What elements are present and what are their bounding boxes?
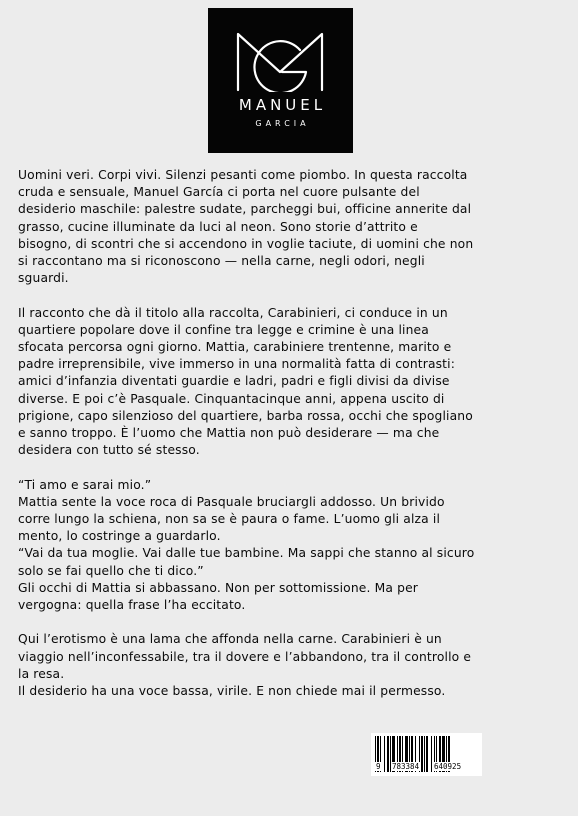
blurb-paragraph-1: Uomini veri. Corpi vivi. Silenzi pesanti come piombo. In questa raccolta cruda e sensuale, Manuel García ci porta nel cuore pulsante del desiderio maschile: palestre sudate, parcheggi bui, officine annerite dal grasso, cucine illuminate da luci al neon. Sono storie d’attrito e bisogno, di scontri che si accendono in voglie taciute, di uomini che non si raccontano ma si riconoscono — nella carne, negli odori, negli sguardi.: [18, 168, 474, 286]
blurb-paragraph-3: “Ti amo e sarai mio.” Mattia sente la voce roca di Pasquale bruciargli addosso. Un brivido corre lungo la schiena, non sa se è paura o fame. L’uomo gli alza il mento, lo costringe a guardarlo. “Vai da tua moglie. Vai dalle tue bambine. Ma sappi che stanno al sicuro solo se fai quello che ti dico.” Gli occhi di Mattia si abbassano. Non per sottomissione. Ma per vergogna: quella frase l’ha eccitato.: [18, 477, 475, 613]
logo-author-name: MANUEL: [238, 96, 327, 114]
blurb: [18, 167, 563, 717]
barcode-digit-group-1: 783384: [392, 762, 420, 771]
mg-monogram-icon: [236, 32, 325, 92]
barcode-digits: [371, 762, 482, 774]
blurb-paragraph-2: Il racconto che dà il titolo alla raccolta, Carabinieri, ci conduce in un quartiere popolare dove il confine tra legge e crimine è una linea sfocata percorsa ogni giorno. Mattia, carabiniere trentenne, marito e padre irreprensibile, vive immerso in una normalità fatta di contrasti: amici d’infanzia diventati guardie e ladri, padri e figli divisi da divise diverse. E poi c’è Pasquale. Cinquantacinque anni, appena uscito di prigione, capo silenzioso del quartiere, barba rossa, occhi che spogliano e sanno troppo. È l’uomo che Mattia non può desiderare — ma che desidera con tutto sé stesso.: [18, 305, 473, 458]
author-logo: [208, 8, 353, 153]
isbn-barcode: [371, 733, 482, 776]
logo-author-surname: GARCIA: [255, 119, 310, 128]
barcode-digit-group-2: 640925: [434, 762, 462, 771]
barcode-digit-first: 9: [376, 762, 381, 771]
blurb-paragraph-4: Qui l’erotismo è una lama che affonda nella carne. Carabinieri è un viaggio nell’inconfessabile, tra il dovere e l’abbandono, tra il controllo e la resa. Il desiderio ha una voce bassa, virile. E non chiede mai il permesso.: [18, 632, 472, 699]
